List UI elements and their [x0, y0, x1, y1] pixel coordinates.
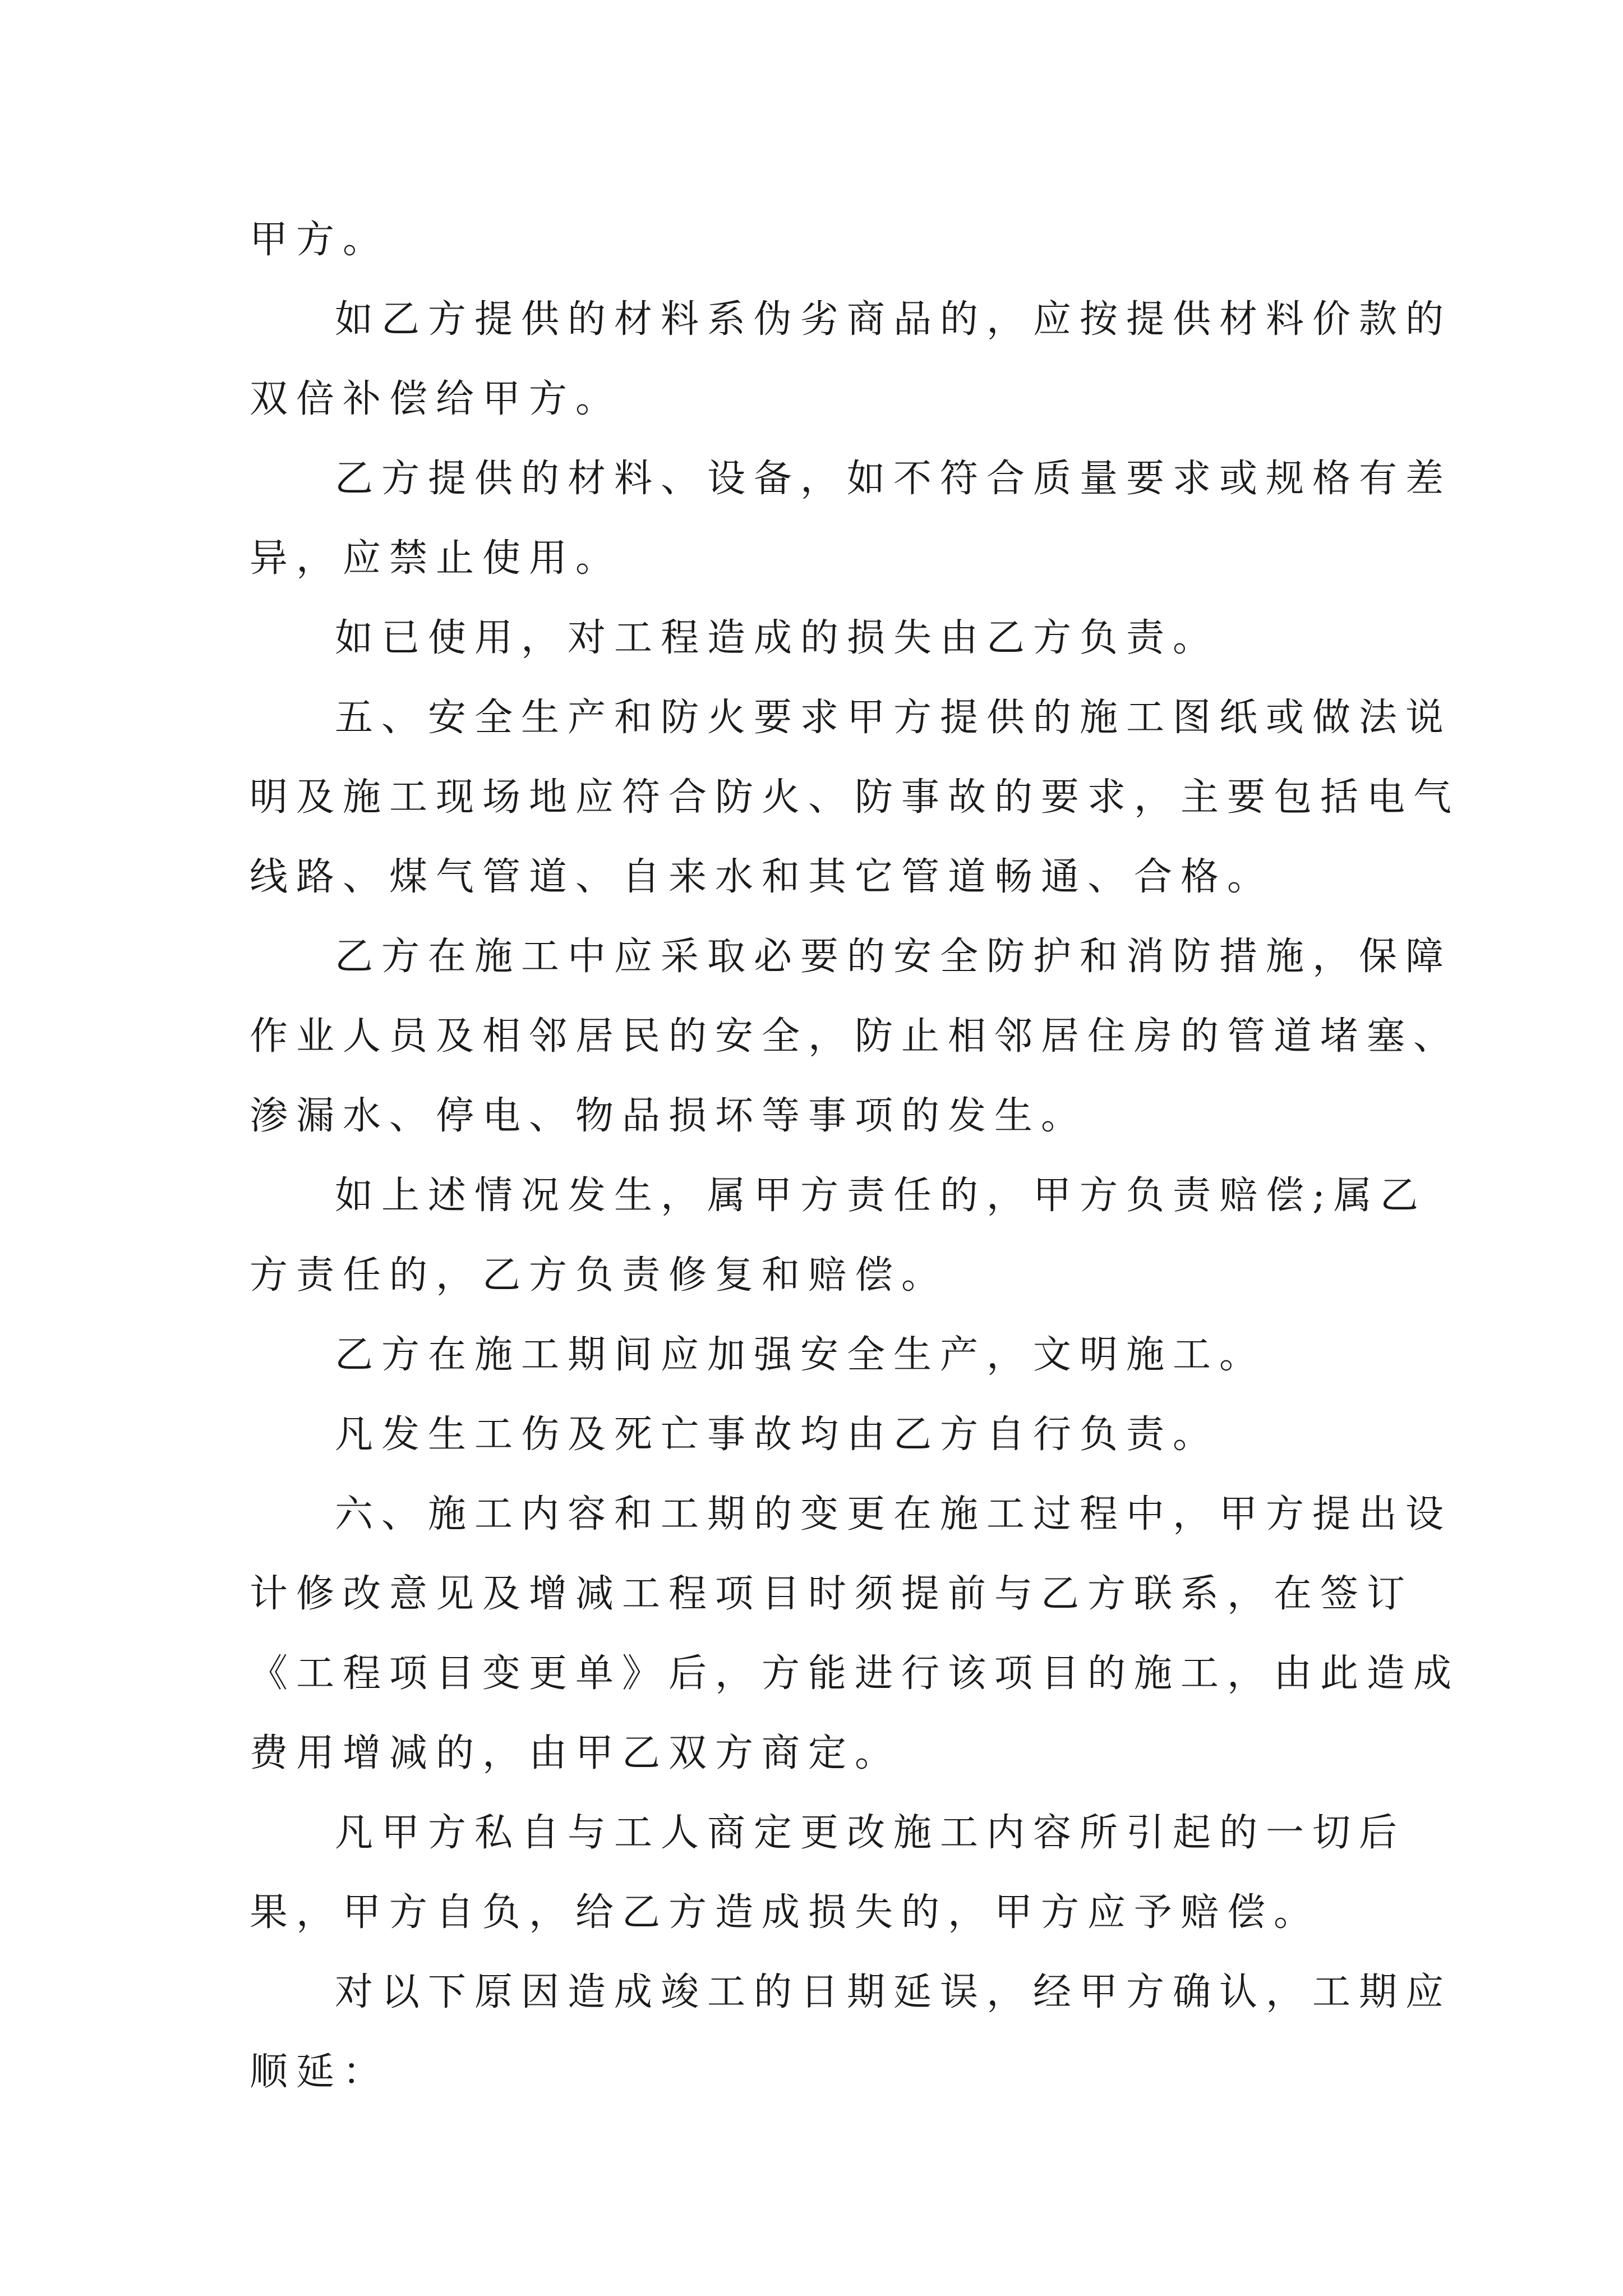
paragraph-first-line: 对以下原因造成竣工的日期延误，经甲方确认，工期应	[335, 1970, 1453, 2014]
text-line: 方责任的，乙方负责修复和赔偿。	[250, 1253, 948, 1297]
text-line: 异，应禁止使用。	[250, 536, 623, 581]
paragraph-first-line: 乙方在施工期间应加强安全生产，文明施工。	[335, 1333, 1266, 1377]
text-line: 顺延：	[250, 2050, 390, 2094]
text-line: 双倍补偿给甲方。	[250, 377, 623, 421]
paragraph-first-line: 凡甲方私自与工人商定更改施工内容所引起的一切后	[335, 1811, 1406, 1855]
text-line: 费用增减的，由甲乙双方商定。	[250, 1731, 902, 1775]
paragraph-first-line: 如乙方提供的材料系伪劣商品的，应按提供材料价款的	[335, 297, 1453, 342]
text-line: 线路、煤气管道、自来水和其它管道畅通、合格。	[250, 855, 1274, 899]
paragraph-first-line: 六、施工内容和工期的变更在施工过程中，甲方提出设	[335, 1492, 1453, 1536]
text-line: 渗漏水、停电、物品损坏等事项的发生。	[250, 1094, 1088, 1138]
text-line: 果，甲方自负，给乙方造成损失的，甲方应予赔偿。	[250, 1890, 1321, 1935]
text-line: 明及施工现场地应符合防火、防事故的要求，主要包括电气	[250, 775, 1460, 820]
text-line: 计修改意见及增减工程项目时须提前与乙方联系，在签订	[250, 1572, 1414, 1616]
text-line: 甲方。	[250, 218, 390, 262]
paragraph-first-line: 如上述情况发生，属甲方责任的，甲方负责赔偿;属乙	[335, 1174, 1427, 1218]
paragraph-first-line: 乙方提供的材料、设备，如不符合质量要求或规格有差	[335, 457, 1453, 501]
paragraph-first-line: 乙方在施工中应采取必要的安全防护和消防措施，保障	[335, 935, 1453, 979]
paragraph-first-line: 五、安全生产和防火要求甲方提供的施工图纸或做法说	[335, 696, 1453, 740]
paragraph-first-line: 如已使用，对工程造成的损失由乙方负责。	[335, 616, 1220, 660]
text-line: 《工程项目变更单》后，方能进行该项目的施工，由此造成	[250, 1651, 1460, 1696]
text-line: 作业人员及相邻居民的安全，防止相邻居住房的管道堵塞、	[250, 1014, 1460, 1059]
paragraph-first-line: 凡发生工伤及死亡事故均由乙方自行负责。	[335, 1412, 1220, 1457]
